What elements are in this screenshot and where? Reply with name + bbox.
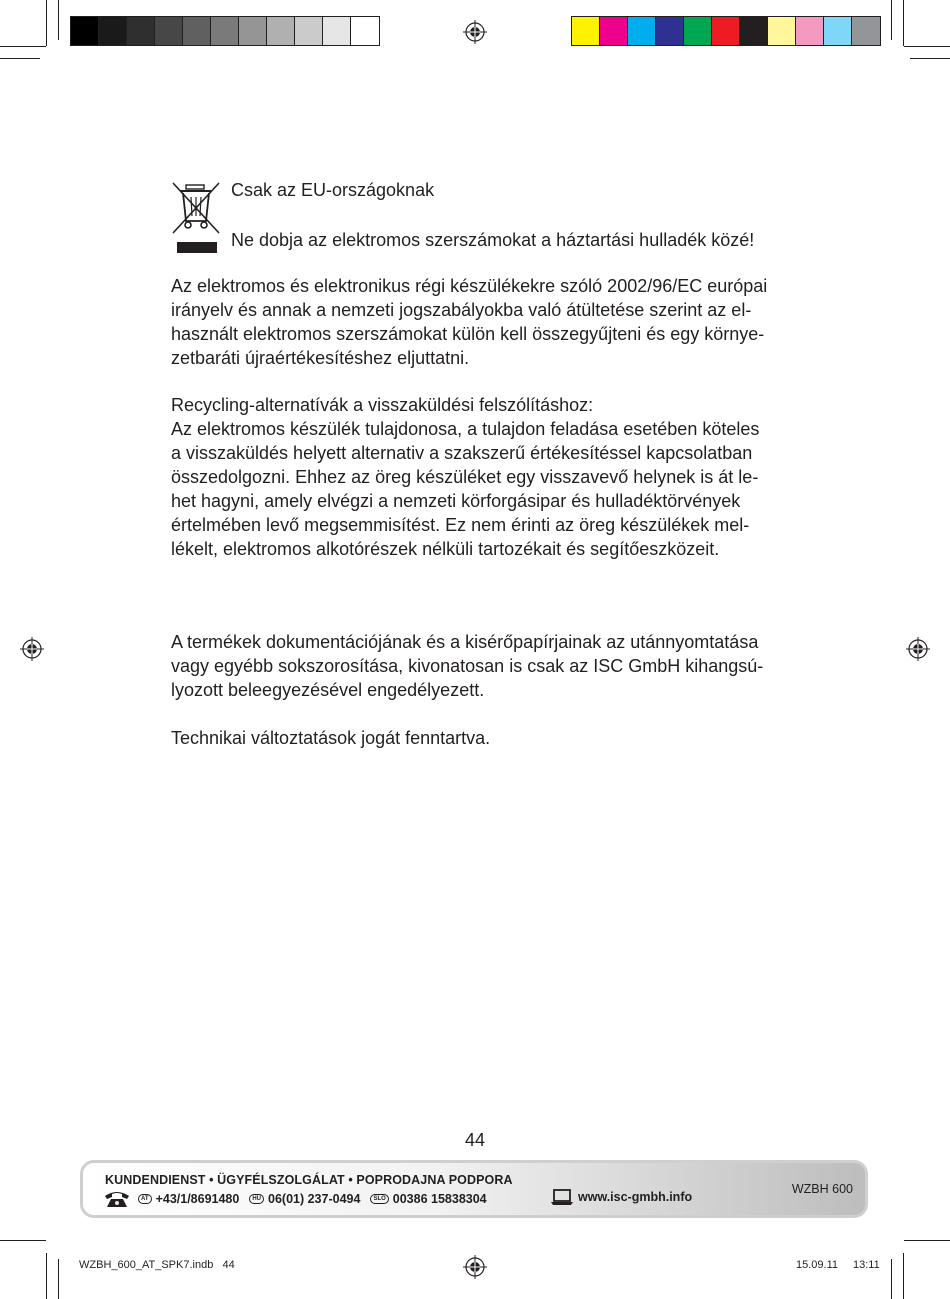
crop-mark <box>910 58 950 59</box>
color-swatch <box>239 17 267 45</box>
paragraph-line: használt elektromos szerszámokat külön kell összegyűjteni és egy környe- <box>171 324 765 344</box>
phone-number: 00386 15838304 <box>392 1192 487 1206</box>
crop-mark <box>903 1253 904 1299</box>
country-code-badge: SLO <box>370 1194 388 1204</box>
registration-mark-icon <box>463 20 487 44</box>
grayscale-color-bar <box>70 16 380 46</box>
country-code-badge: HU <box>249 1194 264 1204</box>
paragraph-line: het hagyni, amely elvégzi a nemzeti körforgásipar és hulladéktörvények <box>171 491 741 511</box>
color-swatch <box>211 17 239 45</box>
page-number: 44 <box>464 1130 486 1150</box>
slug-date: 15.09.11 <box>796 1259 839 1271</box>
slug-time: 13:11 <box>853 1259 880 1271</box>
crop-mark <box>46 1253 47 1299</box>
color-swatch <box>712 17 740 45</box>
registration-mark-icon <box>906 637 930 661</box>
crop-mark <box>904 46 950 47</box>
color-swatch <box>600 17 628 45</box>
color-swatch <box>796 17 824 45</box>
color-swatch <box>99 17 127 45</box>
weee-heading: Csak az EU-országoknak <box>231 180 435 200</box>
crop-mark <box>58 1259 59 1299</box>
customer-service-bar <box>80 1160 868 1218</box>
service-phone-list <box>103 1190 487 1208</box>
color-swatch <box>155 17 183 45</box>
crop-mark <box>58 0 59 40</box>
color-swatch <box>183 17 211 45</box>
color-swatch <box>852 17 880 45</box>
paragraph-line: összedolgozni. Ehhez az öreg készüléket egy visszavevő helynek is át le- <box>171 467 759 487</box>
website-link[interactable] <box>550 1188 692 1206</box>
crop-mark <box>0 46 46 47</box>
directive-paragraph <box>171 274 791 370</box>
laptop-icon <box>550 1188 574 1206</box>
crop-mark <box>903 0 904 46</box>
paragraph-line: A termékek dokumentációjának és a kisérőpapírjainak az utánnyomtatása <box>171 632 759 652</box>
paragraph-line: zetbaráti újraértékesítéshez eljuttatni. <box>171 348 470 368</box>
crop-mark <box>891 1259 892 1299</box>
color-swatch <box>323 17 351 45</box>
color-swatch <box>824 17 852 45</box>
phone-number: +43/1/8691480 <box>155 1192 240 1206</box>
crop-mark <box>891 0 892 40</box>
color-swatch <box>267 17 295 45</box>
crop-mark <box>0 58 40 59</box>
recycling-paragraph <box>171 393 791 561</box>
color-swatch <box>71 17 99 45</box>
registration-mark-icon <box>20 637 44 661</box>
paragraph-line: lyozott beleegyezésével engedélyezett. <box>171 680 485 700</box>
crop-mark <box>46 0 47 46</box>
telephone-icon <box>103 1190 131 1208</box>
website-url[interactable]: www.isc-gmbh.info <box>578 1190 693 1204</box>
color-swatch <box>295 17 323 45</box>
color-swatch <box>656 17 684 45</box>
slug-filename: WZBH_600_AT_SPK7.indb 44 <box>79 1259 235 1271</box>
crop-mark <box>0 1240 46 1241</box>
color-swatch <box>740 17 768 45</box>
process-color-bar <box>571 16 881 46</box>
color-swatch <box>127 17 155 45</box>
paragraph-line: Recycling-alternatívák a visszaküldési felszólításhoz: <box>171 395 594 415</box>
paragraph-line: értelmében levő megsemmisítést. Ez nem érinti az öreg készülékek mel- <box>171 515 750 535</box>
crop-mark <box>904 1240 950 1241</box>
technical-changes-note: Technikai változtatások jogát fenntartva. <box>171 728 491 748</box>
service-title: KUNDENDIENST • ÜGYFÉLSZOLGÁLAT • POPRODAJNA PODPORA <box>105 1173 513 1187</box>
color-swatch <box>768 17 796 45</box>
paragraph-line: vagy egyébb sokszorosítása, kivonatosan is csak az ISC GmbH kihangsú- <box>171 656 764 676</box>
phone-number: 06(01) 237-0494 <box>268 1192 361 1206</box>
paragraph-line: Az elektromos és elektronikus régi készülékekre szóló 2002/96/EC európai <box>171 276 768 296</box>
paragraph-line: lékelt, elektromos alkotórészek nélküli tartozékait és segítőeszközeit. <box>171 539 720 559</box>
crossed-out-wheelie-bin-icon <box>171 181 221 255</box>
color-swatch <box>572 17 600 45</box>
paragraph-line: irányelv és annak a nemzeti jogszabályokba való átültetése szerint az el- <box>171 300 752 320</box>
color-swatch <box>628 17 656 45</box>
color-swatch <box>351 17 379 45</box>
paragraph-line: Az elektromos készülék tulajdonosa, a tulajdon feladása esetében köteles <box>171 419 760 439</box>
color-swatch <box>684 17 712 45</box>
model-label: WZBH 600 <box>791 1182 853 1196</box>
paragraph-line: a visszaküldés helyett alternativ a szakszerű értékesítéssel kapcsolatban <box>171 443 753 463</box>
country-code-badge: AT <box>138 1194 152 1204</box>
weee-instruction: Ne dobja az elektromos szerszámokat a háztartási hulladék közé! <box>231 230 755 250</box>
copyright-paragraph <box>171 630 791 702</box>
registration-mark-icon <box>463 1255 487 1279</box>
